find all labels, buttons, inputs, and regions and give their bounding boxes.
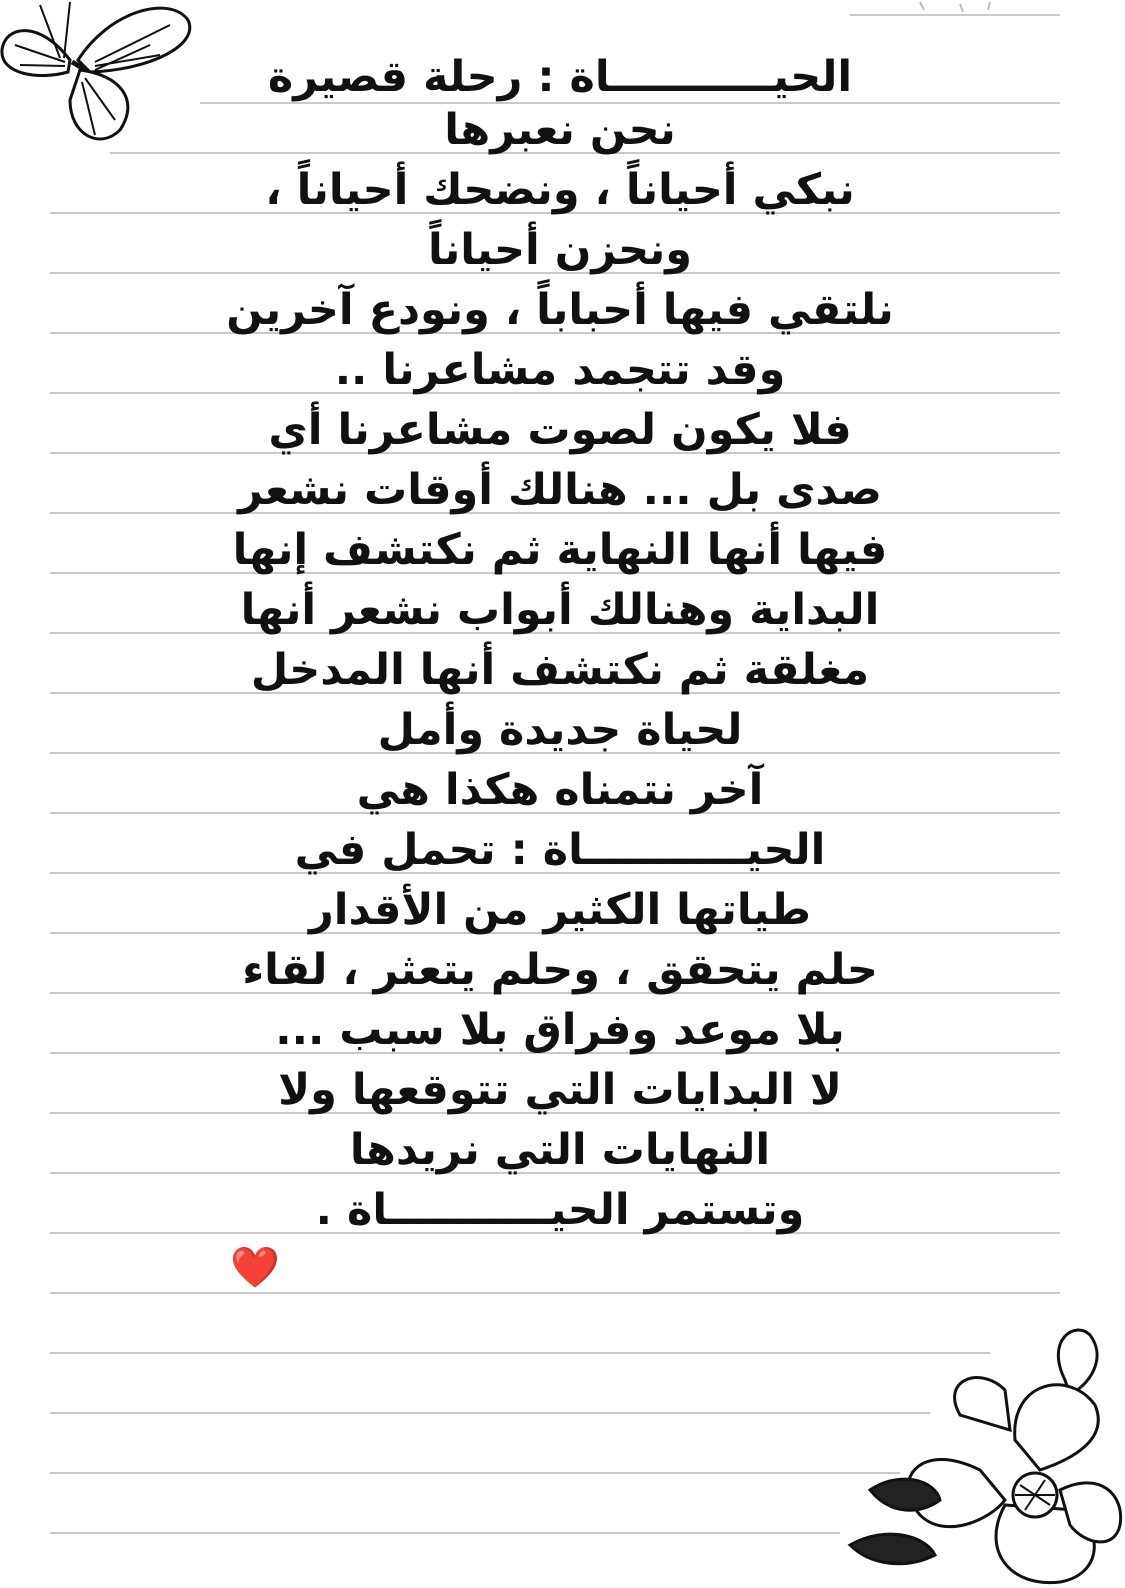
poem-line-11: مغلقة ثم نكتشف أنها المدخل: [250, 645, 870, 695]
poem-line-15: طياتها الكثير من الأقدار: [308, 885, 812, 935]
poem-line-19: النهايات التي نريدها: [349, 1125, 771, 1175]
rule-line: [50, 1532, 840, 1534]
poem-line-10: البداية وهنالك أبواب نشعر أنها: [240, 585, 880, 635]
sketch-marks-icon: [860, 0, 1080, 20]
flower-icon: [830, 1320, 1125, 1588]
poem-line-1: الحيـــــــــــاة : رحلة قصيرة: [267, 52, 853, 102]
rule-line: [50, 1472, 900, 1474]
heart-icon: ❤️: [230, 1245, 280, 1291]
poem-line-9: فيها أنها النهاية ثم نكتشف إنها: [232, 525, 888, 575]
poem-line-12: لحياة جديدة وأمل: [377, 705, 743, 755]
poem-line-14: الحيـــــــــــاة : تحمل في: [294, 825, 826, 875]
poem-line-20: وتستمر الحيـــــــــــاة .: [315, 1185, 805, 1235]
heart-emoji: [200, 1238, 280, 1298]
poem-line-4: ونحزن أحياناً: [428, 225, 693, 275]
poem-line-17: بلا موعد وفراق بلا سبب ...: [275, 1005, 845, 1055]
poem-line-16: حلم يتحقق ، وحلم يتعثر ، لقاء: [242, 945, 878, 995]
rule-line: [50, 1412, 930, 1414]
poem-line-3: نبكي أحياناً ، ونضحك أحياناً ،: [265, 165, 855, 215]
poem-line-13: آخر نتمناه هكذا هي: [356, 765, 764, 815]
poem-line-18: لا البدايات التي تتوقعها ولا: [278, 1065, 842, 1115]
poem-line-7: فلا يكون لصوت مشاعرنا أي: [268, 405, 852, 455]
poem-line-5: نلتقي فيها أحباباً ، ونودع آخرين: [226, 285, 894, 335]
poem-line-8: صدى بل ... هنالك أوقات نشعر: [238, 465, 882, 515]
poem-line-6: وقد تتجمد مشاعرنا ..: [334, 345, 786, 395]
poem-line-2: نحن نعبرها: [444, 105, 676, 155]
